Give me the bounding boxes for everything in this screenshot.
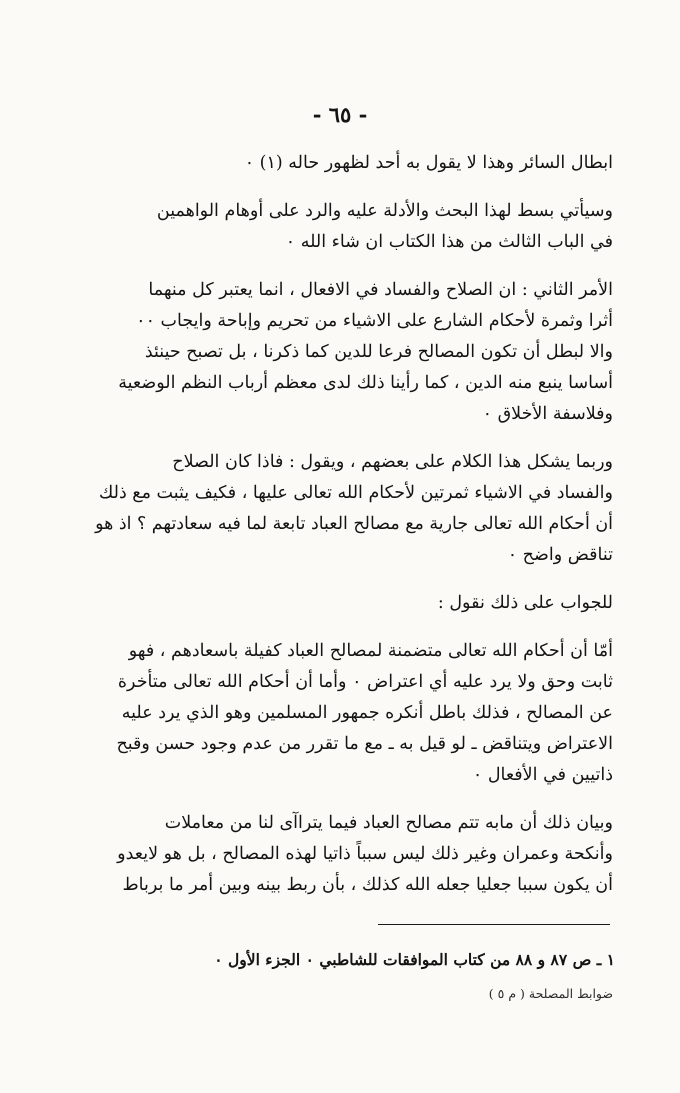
text-line: وربما يشكل هذا الكلام على بعضهم ، ويقول : فاذا كان الصلاح: [172, 452, 613, 472]
text-line: ابطال السائر وهذا لا يقول به أحد لظهور حاله (١) ٠: [244, 153, 613, 173]
text-line: والفساد في الاشياء ثمرتين لأحكام الله تعالى عليها ، فكيف يثبت مع ذلك: [98, 483, 613, 503]
text-line: عن المصالح ، فذلك باطل أنكره جمهور المسلمين وهو الذي يرد عليه: [121, 703, 613, 723]
page-number: - ٦٥ -: [312, 102, 368, 127]
paragraph: [95, 588, 613, 619]
text-line: ذاتيين في الأفعال ٠: [472, 765, 613, 785]
paragraph: [95, 808, 613, 901]
text-line: الأمر الثاني : ان الصلاح والفساد في الافعال ، انما يعتبر كل منهما: [148, 280, 613, 300]
text-line: أمّا أن أحكام الله تعالى متضمنة لمصالح العباد كفيلة باسعادهم ، فهو: [128, 641, 613, 661]
footnote-divider: [378, 924, 610, 925]
body-text: [95, 148, 613, 918]
paragraph: [95, 275, 613, 430]
text-line: وأنكحة وعمران وغير ذلك ليس سبباً ذاتيا لهذه المصالح ، بل هو لايعدو: [117, 844, 613, 864]
text-line: أثرا وثمرة لأحكام الشارع على الاشياء من تحريم وإباحة وايجاب ٠٠: [136, 311, 613, 331]
text-line: الاعتراض ويتناقض ـ لو قيل به ـ مع ما تقرر من عدم وجود حسن وقبح: [116, 734, 613, 754]
paragraph: [95, 196, 613, 258]
text-line: في الباب الثالث من هذا الكتاب ان شاء الله ٠: [285, 232, 613, 252]
paragraph: [95, 148, 613, 179]
text-line: والا لبطل أن تكون المصالح فرعا للدين كما ذكرنا ، بل تصبح حينئذ: [144, 342, 613, 362]
footnote: ١ ـ ص ٨٧ و ٨٨ من كتاب الموافقات للشاطبي ٠ الجزء الأول ٠: [214, 950, 615, 969]
paragraph: [95, 447, 613, 571]
printer-signature-mark: ضوابط المصلحة ( م ٥ ): [488, 986, 613, 1001]
text-line: وبيان ذلك أن مابه تتم مصالح العباد فيما يتراآى لنا من معاملات: [164, 813, 613, 833]
text-line: وفلاسفة الأخلاق ٠: [482, 404, 613, 424]
text-line: وسيأتي بسط لهذا البحث والأدلة عليه والرد على أوهام الواهمين: [156, 201, 613, 221]
paragraph: [95, 636, 613, 791]
text-line: تناقض واضح ٠: [507, 545, 613, 565]
text-line: ثابت وحق ولا يرد عليه أي اعتراض ٠ وأما أن أحكام الله تعالى متأخرة: [117, 672, 613, 692]
text-line: أن أحكام الله تعالى جارية مع مصالح العباد تابعة لما فيه سعادتهم ؟ اذ هو: [95, 514, 614, 534]
text-line: للجواب على ذلك نقول :: [437, 593, 613, 613]
text-line: أن يكون سببا جعليا جعله الله كذلك ، بأن ربط بينه وبين أمر ما برباط: [122, 875, 613, 895]
text-line: أساسا ينبع منه الدين ، كما رأينا ذلك لدى معظم أرباب النظم الوضعية: [118, 373, 613, 393]
